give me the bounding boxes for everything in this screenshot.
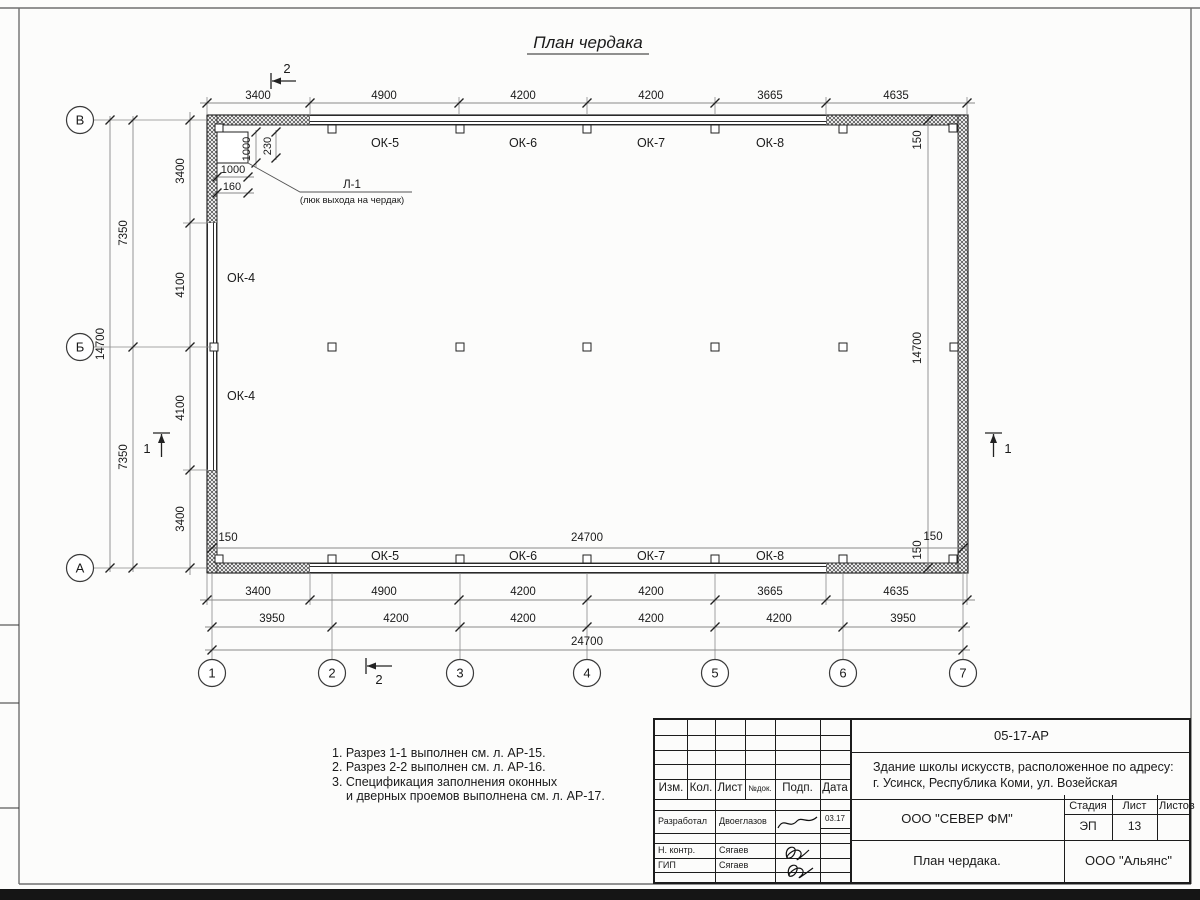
hatch-dim-height: 1000 (241, 136, 253, 162)
stage-value: ЭП (1079, 819, 1097, 834)
svg-text:3665: 3665 (757, 586, 783, 598)
col-bubble: 6 (839, 665, 847, 681)
sheet-number: 13 (1127, 819, 1142, 834)
section-1-left: 1 (143, 441, 151, 456)
window-label-left: ОК-4 (227, 271, 256, 285)
signature-ncontrol-gip (775, 842, 820, 884)
scan-edge-strip (0, 889, 1200, 900)
window-label-bottom: ОК-5 (370, 549, 400, 563)
svg-text:24700: 24700 (571, 532, 603, 544)
svg-text:4900: 4900 (371, 586, 397, 598)
section-2-bottom: 2 (375, 672, 383, 687)
stage-label: Стадия (1069, 800, 1107, 813)
svg-text:14700: 14700 (912, 332, 924, 364)
window-label-bottom: ОК-7 (636, 549, 666, 563)
sheet-title: План чердака. (913, 852, 1001, 868)
svg-text:150: 150 (923, 531, 943, 543)
row-bubble: А (75, 560, 85, 576)
col-kol: Кол. (689, 782, 713, 795)
signature-developer (775, 812, 820, 832)
window-label-top: ОК-6 (508, 136, 538, 150)
svg-text:4200: 4200 (766, 613, 792, 625)
project-address-line2: г. Усинск, Республика Коми, ул. Возейская (873, 775, 1118, 790)
col-izm: Изм. (658, 782, 684, 795)
svg-text:4200: 4200 (383, 613, 409, 625)
role-developer: Разработал (658, 816, 707, 827)
hatch-dim-off1: 230 (262, 136, 274, 156)
col-list: Лист (717, 782, 743, 795)
svg-text:150: 150 (912, 540, 924, 560)
name-gip: Сягаев (719, 859, 749, 870)
svg-text:3400: 3400 (245, 90, 271, 102)
section-1-right: 1 (1004, 441, 1012, 456)
svg-text:7350: 7350 (118, 444, 130, 470)
client-org: ООО "Альянс" (1085, 852, 1172, 868)
svg-text:4200: 4200 (638, 586, 664, 598)
col-bubble: 4 (583, 665, 591, 681)
hatch-dim-off2: 160 (222, 181, 242, 193)
svg-text:4200: 4200 (510, 586, 536, 598)
developer-org: ООО "СЕВЕР ФМ" (901, 811, 1013, 827)
sheets-label: Листов (1159, 800, 1195, 813)
svg-text:4900: 4900 (371, 90, 397, 102)
svg-text:150: 150 (912, 130, 924, 150)
role-gip: ГИП (658, 859, 676, 870)
col-ndok: №док. (748, 784, 772, 794)
svg-text:4200: 4200 (510, 90, 536, 102)
svg-text:4200: 4200 (638, 90, 664, 102)
grid-bubbles (67, 107, 977, 687)
note-line: 3. Спецификация заполнения оконных (332, 775, 558, 789)
window-label-left: ОК-4 (227, 389, 256, 403)
svg-text:3400: 3400 (245, 586, 271, 598)
svg-text:14700: 14700 (95, 328, 107, 360)
svg-text:4100: 4100 (175, 272, 187, 298)
svg-text:3665: 3665 (757, 90, 783, 102)
name-developer: Двоеглазов (719, 816, 767, 827)
col-bubble: 3 (456, 665, 464, 681)
svg-text:4200: 4200 (510, 613, 536, 625)
hatch-sublabel: (люк выхода на чердак) (299, 195, 405, 206)
hatch-label: Л-1 (343, 179, 361, 191)
doc-number: 05-17-АР (994, 727, 1049, 743)
name-ncontrol: Сягаев (719, 845, 749, 856)
row-bubble: В (75, 112, 85, 128)
col-bubble: 2 (328, 665, 336, 681)
window-label-bottom: ОК-8 (755, 549, 785, 563)
window-label-top: ОК-8 (755, 136, 785, 150)
svg-text:3950: 3950 (259, 613, 285, 625)
sheet-label: Лист (1122, 800, 1147, 813)
page-title: План чердака (533, 33, 643, 52)
section-2-top: 2 (283, 61, 291, 76)
note-line: и дверных проемов выполнена см. л. АР-17. (346, 789, 605, 803)
svg-text:24700: 24700 (571, 636, 603, 648)
svg-text:7350: 7350 (118, 220, 130, 246)
project-address-line1: Здание школы искусств, расположенное по адресу: (873, 759, 1174, 774)
role-ncontrol: Н. контр. (658, 845, 696, 856)
svg-text:3400: 3400 (175, 158, 187, 184)
col-bubble: 1 (208, 665, 216, 681)
notes (332, 746, 605, 803)
svg-text:4100: 4100 (175, 395, 187, 421)
svg-text:4635: 4635 (883, 586, 909, 598)
date-developer: 03.17 (824, 814, 846, 824)
columns (210, 124, 958, 563)
svg-text:4635: 4635 (883, 90, 909, 102)
col-podp: Подп. (782, 782, 813, 795)
hatch-dim-width: 1000 (220, 164, 246, 176)
svg-text:4200: 4200 (638, 613, 664, 625)
svg-text:3400: 3400 (175, 506, 187, 532)
col-data: Дата (822, 782, 848, 795)
title-block (653, 718, 1195, 884)
svg-text:150: 150 (218, 532, 238, 544)
col-bubble: 5 (711, 665, 719, 681)
col-bubble: 7 (959, 665, 967, 681)
row-bubble: Б (75, 339, 85, 355)
note-line: 1. Разрез 1-1 выполнен см. л. АР-15. (332, 746, 546, 760)
window-label-top: ОК-5 (370, 136, 400, 150)
svg-text:3950: 3950 (890, 613, 916, 625)
window-label-bottom: ОК-6 (508, 549, 538, 563)
window-label-top: ОК-7 (636, 136, 666, 150)
note-line: 2. Разрез 2-2 выполнен см. л. АР-16. (332, 760, 546, 774)
